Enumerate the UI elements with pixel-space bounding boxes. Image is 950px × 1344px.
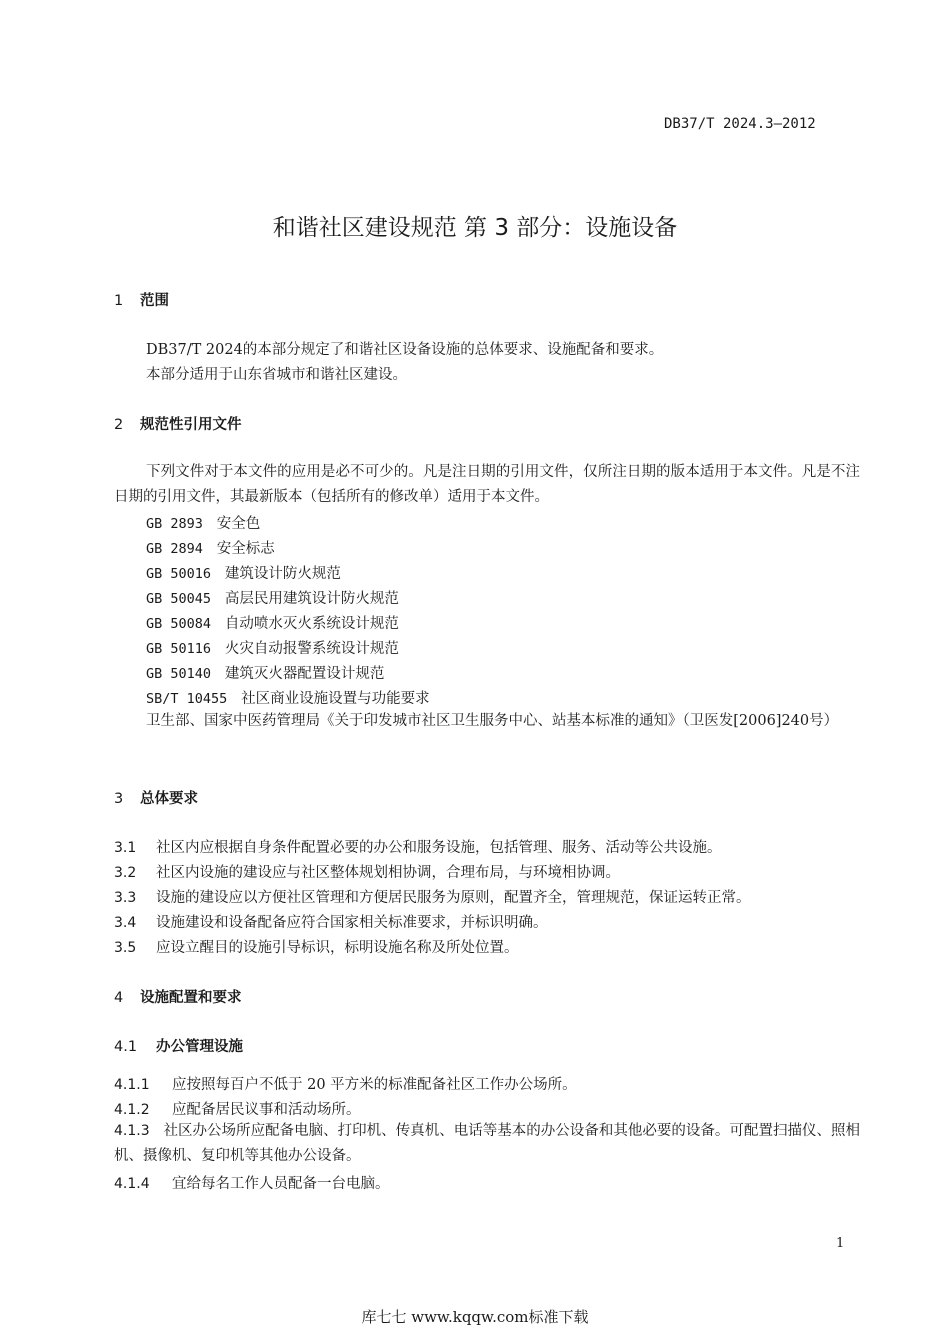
subsection-number: 4.1 [114, 1039, 138, 1055]
clause [114, 936, 519, 957]
reference-code: GB 50084 [146, 616, 212, 632]
section-1-title: 范围 [140, 293, 169, 309]
clause [114, 836, 722, 857]
clause-text: 社区内应根据自身条件配置必要的办公和服务设施，包括管理、服务、活动等公共设施。 [156, 840, 722, 856]
section-2-intro: 下列文件对于本文件的应用是必不可少的。凡是注日期的引用文件，仅所注日期的版本适用于本文件。凡是不注日期的引用文件，其最新版本（包括所有的修改单）适用于本文件。 [114, 464, 860, 505]
reference-name: 建筑灭火器配置设计规范 [224, 666, 385, 682]
clause-number: 3.3 [114, 890, 137, 906]
clause-number: 3.4 [114, 915, 137, 931]
clause-text: 应配备居民议事和活动场所。 [172, 1102, 361, 1118]
clause-number: 3.2 [114, 865, 137, 881]
clause [114, 861, 620, 882]
clause-number: 3.5 [114, 940, 137, 956]
clause-number: 4.1.4 [114, 1176, 150, 1192]
reference-item [146, 562, 341, 583]
reference-code: GB 50140 [146, 666, 212, 682]
clause-number: 3.1 [114, 840, 137, 856]
reference-item [146, 587, 399, 608]
reference-code: SB/T 10455 [146, 691, 228, 707]
reference-item [146, 537, 275, 558]
reference-code: GB 50116 [146, 641, 212, 657]
clause [114, 886, 751, 907]
clause [114, 1073, 577, 1094]
reference-item [146, 662, 384, 683]
clause-text: 宜给每名工作人员配备一台电脑。 [172, 1176, 390, 1192]
subsection-title: 办公管理设施 [156, 1039, 243, 1055]
document-title: 和谐社区建设规范 第 3 部分：设施设备 [272, 215, 678, 241]
reference-code: GB 50045 [146, 591, 212, 607]
clause [114, 1172, 390, 1193]
reference-name: 自动喷水灭火系统设计规范 [224, 616, 399, 632]
clause [114, 1098, 361, 1119]
clause-number: 4.1.3 [114, 1123, 150, 1139]
section-2-heading [114, 413, 242, 434]
section-1-number: 1 [114, 293, 124, 309]
clause-text: 社区办公场所应配备电脑、打印机、传真机、电话等基本的办公设备和其他必要的设备。可配置扫描仪、照相机、摄像机、复印机等其他办公设备。 [114, 1123, 861, 1164]
reference-name: 高层民用建筑设计防火规范 [224, 591, 399, 607]
clause-text: 应按照每百户不低于 20 平方米的标准配备社区工作办公场所。 [172, 1077, 577, 1093]
reference-name: 火灾自动报警系统设计规范 [224, 641, 399, 657]
section-4-heading [114, 986, 242, 1007]
reference-item [146, 512, 260, 533]
standard-code: DB37/T 2024.3—2012 [664, 116, 816, 132]
reference-code: GB 2894 [146, 541, 203, 557]
clause-text: 设施建设和设备配备应符合国家相关标准要求，并标识明确。 [156, 915, 548, 931]
reference-code: GB 2893 [146, 516, 203, 532]
section-3-title: 总体要求 [140, 791, 198, 807]
clause-number: 4.1.1 [114, 1077, 150, 1093]
page-number: 1 [836, 1236, 845, 1251]
clause-number: 4.1.2 [114, 1102, 150, 1118]
reference-code: GB 50016 [146, 566, 212, 582]
reference-item [146, 612, 399, 633]
section-4-title: 设施配置和要求 [140, 990, 242, 1006]
section-1-paragraph: 本部分适用于山东省城市和谐社区建设。 [146, 367, 407, 383]
section-3-number: 3 [114, 791, 124, 807]
reference-name: 安全色 [216, 516, 261, 532]
section-3-heading [114, 787, 198, 808]
section-1-paragraph: DB37/T 2024的本部分规定了和谐社区设备设施的总体要求、设施配备和要求。 [146, 342, 664, 358]
reference-extra: 卫生部、国家中医药管理局《关于印发城市社区卫生服务中心、站基本标准的通知》（卫医发[2006]240号） [146, 713, 839, 729]
clause-text: 设施的建设应以方便社区管理和方便居民服务为原则，配置齐全，管理规范，保证运转正常。 [156, 890, 751, 906]
reference-item [146, 687, 430, 708]
section-1-heading [114, 289, 169, 310]
section-4-number: 4 [114, 990, 124, 1006]
clause [114, 1119, 860, 1169]
clause [114, 911, 548, 932]
reference-item [146, 637, 399, 658]
footer-watermark: 库七七 www.kqqw.com标准下载 [361, 1308, 589, 1326]
subsection-4-1-heading [114, 1035, 243, 1056]
reference-name: 建筑设计防火规范 [224, 566, 341, 582]
section-2-title: 规范性引用文件 [140, 417, 242, 433]
reference-name: 社区商业设施设置与功能要求 [241, 691, 430, 707]
clause-text: 应设立醒目的设施引导标识，标明设施名称及所处位置。 [156, 940, 519, 956]
section-2-number: 2 [114, 417, 124, 433]
clause-text: 社区内设施的建设应与社区整体规划相协调，合理布局，与环境相协调。 [156, 865, 620, 881]
reference-name: 安全标志 [216, 541, 275, 557]
